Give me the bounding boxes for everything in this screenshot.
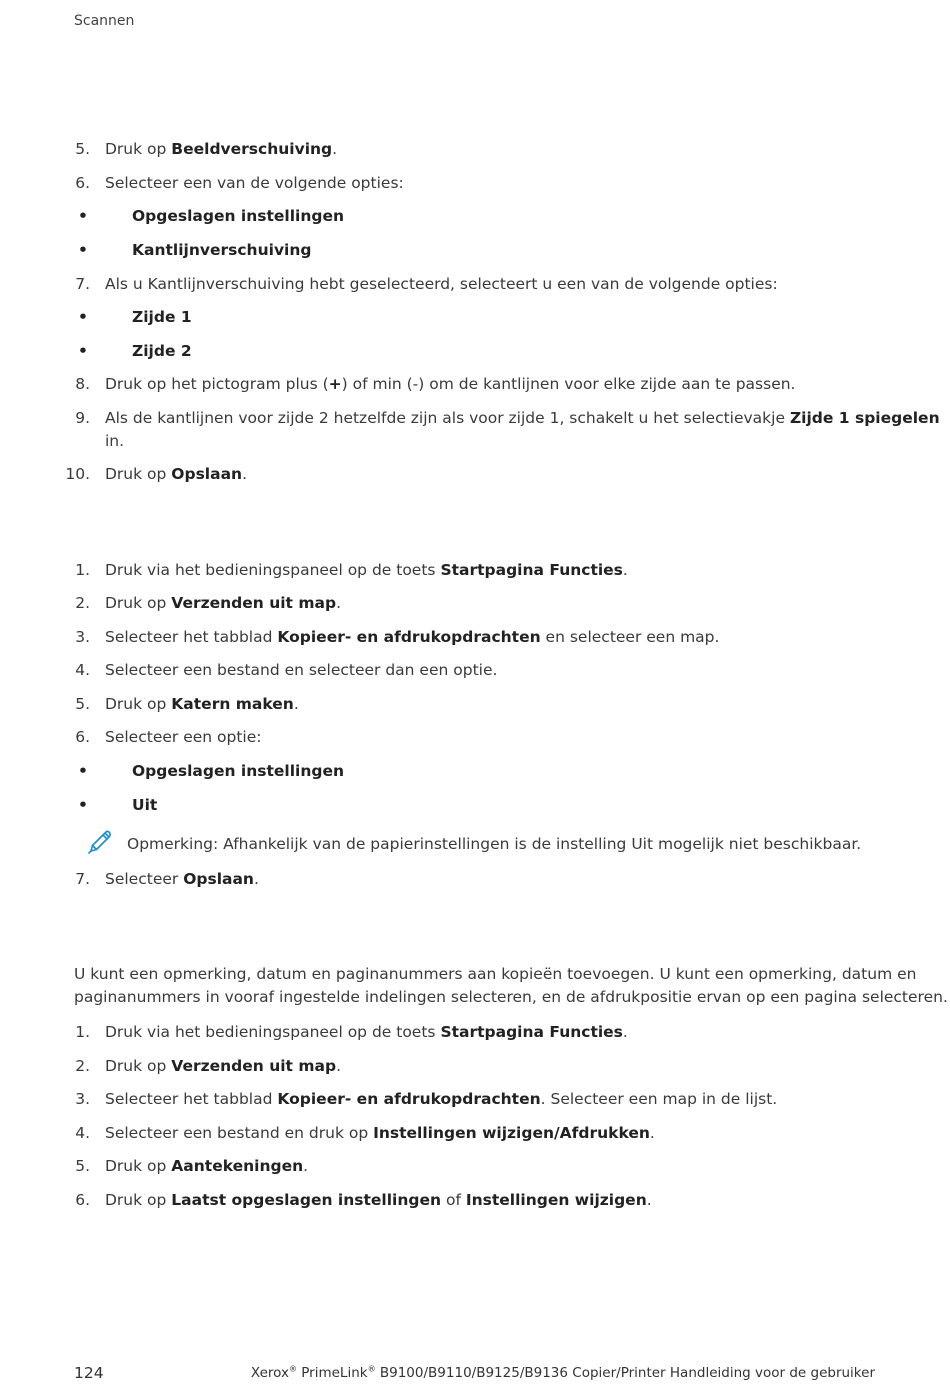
bullet-icon: •: [78, 308, 88, 326]
bullet-icon: •: [78, 342, 88, 360]
step-text: Selecteer het tabblad: [105, 1090, 278, 1108]
step-text: Als de kantlijnen voor zijde 2 hetzelfde zijn als voor zijde 1, schakelt u het selectievakje: [105, 409, 790, 427]
bullet-text: Uit: [132, 796, 158, 814]
intro-line: paginanummers in vooraf ingestelde indelingen selecteren, en de afdrukpositie ervan op een pagina selecteren.: [74, 988, 948, 1006]
step-text-end: .: [242, 465, 247, 483]
step-text: Druk op: [105, 465, 172, 483]
ui-term: Zijde 1 spiegelen: [789, 409, 940, 427]
step-text: Druk op: [105, 1191, 172, 1209]
step-number: 4.: [75, 1124, 90, 1142]
ui-term: Beeldverschuiving: [171, 140, 333, 158]
bullet-text: Zijde 2: [132, 342, 192, 360]
step-text: Druk op: [105, 1057, 172, 1075]
footer-title: [251, 1365, 875, 1381]
step-text: Selecteer een van de volgende opties:: [105, 174, 404, 192]
step-number: 6.: [75, 174, 90, 192]
step-number: 2.: [75, 1057, 90, 1075]
ui-term: Startpagina Functies: [440, 1023, 623, 1041]
step-number: 6.: [75, 1191, 90, 1209]
step-text-end: .: [332, 140, 338, 158]
step-number: 4.: [75, 661, 90, 679]
step-text: Selecteer een optie:: [105, 728, 262, 746]
intro-paragraph: [74, 963, 948, 1009]
step-number: 3.: [75, 1090, 90, 1108]
step-text-end: .: [646, 1191, 652, 1209]
ui-term: Verzenden uit map: [171, 594, 337, 612]
step-text-mid: of: [441, 1191, 466, 1209]
step-text-end: .: [336, 1057, 342, 1075]
step-text-end: .: [293, 695, 299, 713]
step-text-end: . Selecteer een map in de lijst.: [540, 1090, 778, 1108]
pencil-icon: [86, 828, 114, 856]
step-number: 8.: [75, 375, 90, 393]
step-number: 5.: [75, 695, 90, 713]
step-text-end: en selecteer een map.: [540, 628, 720, 646]
ui-term: Kopieer- en afdrukopdrachten: [277, 628, 541, 646]
ui-term: Laatst opgeslagen instellingen: [171, 1191, 442, 1209]
footer-product: PrimeLink: [296, 1365, 368, 1381]
ui-term: Startpagina Functies: [440, 561, 623, 579]
ui-term: Katern maken: [171, 695, 294, 713]
step-text: Druk op: [105, 140, 172, 158]
step-text: Druk op: [105, 1157, 172, 1175]
bullet-text: Opgeslagen instellingen: [132, 207, 345, 225]
ui-term: Kopieer- en afdrukopdrachten: [277, 1090, 541, 1108]
bullet-icon: •: [78, 207, 88, 225]
step-number: 1.: [75, 1023, 90, 1041]
step-text: Druk op het pictogram plus (: [105, 375, 329, 393]
step-text-end: ) of min (-) om de kantlijnen voor elke zijde aan te passen.: [341, 375, 796, 393]
step-text: Selecteer het tabblad: [105, 628, 278, 646]
step-text-end: .: [253, 870, 259, 888]
ui-term: Opslaan: [183, 870, 254, 888]
step-text: Selecteer een bestand en druk op: [105, 1124, 374, 1142]
step-number: 1.: [75, 561, 90, 579]
bullet-text: Kantlijnverschuiving: [132, 241, 312, 259]
footer-title-rest: B9100/B9110/B9125/B9136 Copier/Printer Handleiding voor de gebruiker: [375, 1365, 875, 1381]
step-number: 3.: [75, 628, 90, 646]
step-number: 2.: [75, 594, 90, 612]
step-number: 7.: [75, 870, 90, 888]
bullet-text: Opgeslagen instellingen: [132, 762, 345, 780]
step-text-end: .: [336, 594, 342, 612]
step-number: 5.: [75, 1157, 90, 1175]
step-number: 9.: [75, 409, 90, 427]
step-text-continued: in.: [105, 432, 125, 450]
step-number: 6.: [75, 728, 90, 746]
bullet-icon: •: [78, 762, 88, 780]
ui-term: Verzenden uit map: [171, 1057, 337, 1075]
bullet-icon: •: [78, 241, 88, 259]
running-header: Scannen: [74, 13, 135, 29]
bullet-text: Zijde 1: [132, 308, 192, 326]
step-text-end: .: [622, 1023, 628, 1041]
ui-term: Aantekeningen: [171, 1157, 304, 1175]
step-text: Druk via het bedieningspaneel op de toets: [105, 561, 441, 579]
registered-mark: ®: [288, 1364, 297, 1374]
footer-brand: Xerox: [250, 1365, 289, 1381]
page-number: 124: [74, 1364, 104, 1382]
bullet-icon: •: [78, 796, 88, 814]
ui-term: Opslaan: [171, 465, 243, 483]
step-text: Druk op: [105, 594, 172, 612]
step-number: 5.: [75, 140, 90, 158]
ui-term: Instellingen wijzigen/Afdrukken: [373, 1124, 650, 1142]
step-text: Druk op: [105, 695, 172, 713]
ui-term: Instellingen wijzigen: [465, 1191, 647, 1209]
step-text: Selecteer: [105, 870, 184, 888]
note-text: Opmerking: Afhankelijk van de papierinstellingen is de instelling Uit mogelijk niet beschikbaar.: [127, 835, 862, 853]
step-text: Selecteer een bestand en selecteer dan een optie.: [105, 661, 498, 679]
step-number: 7.: [75, 275, 90, 293]
ui-term: +: [328, 375, 342, 393]
step-text-end: .: [622, 561, 628, 579]
step-text-end: .: [303, 1157, 309, 1175]
step-number: 10.: [65, 465, 90, 483]
intro-line: U kunt een opmerking, datum en paginanummers aan kopieën toevoegen. U kunt een opmerking, datum en: [74, 965, 917, 983]
step-text-end: .: [649, 1124, 655, 1142]
registered-mark: ®: [367, 1364, 376, 1374]
step-text: Druk via het bedieningspaneel op de toets: [105, 1023, 441, 1041]
step-text: Als u Kantlijnverschuiving hebt geselecteerd, selecteert u een van de volgende opties:: [105, 275, 778, 293]
